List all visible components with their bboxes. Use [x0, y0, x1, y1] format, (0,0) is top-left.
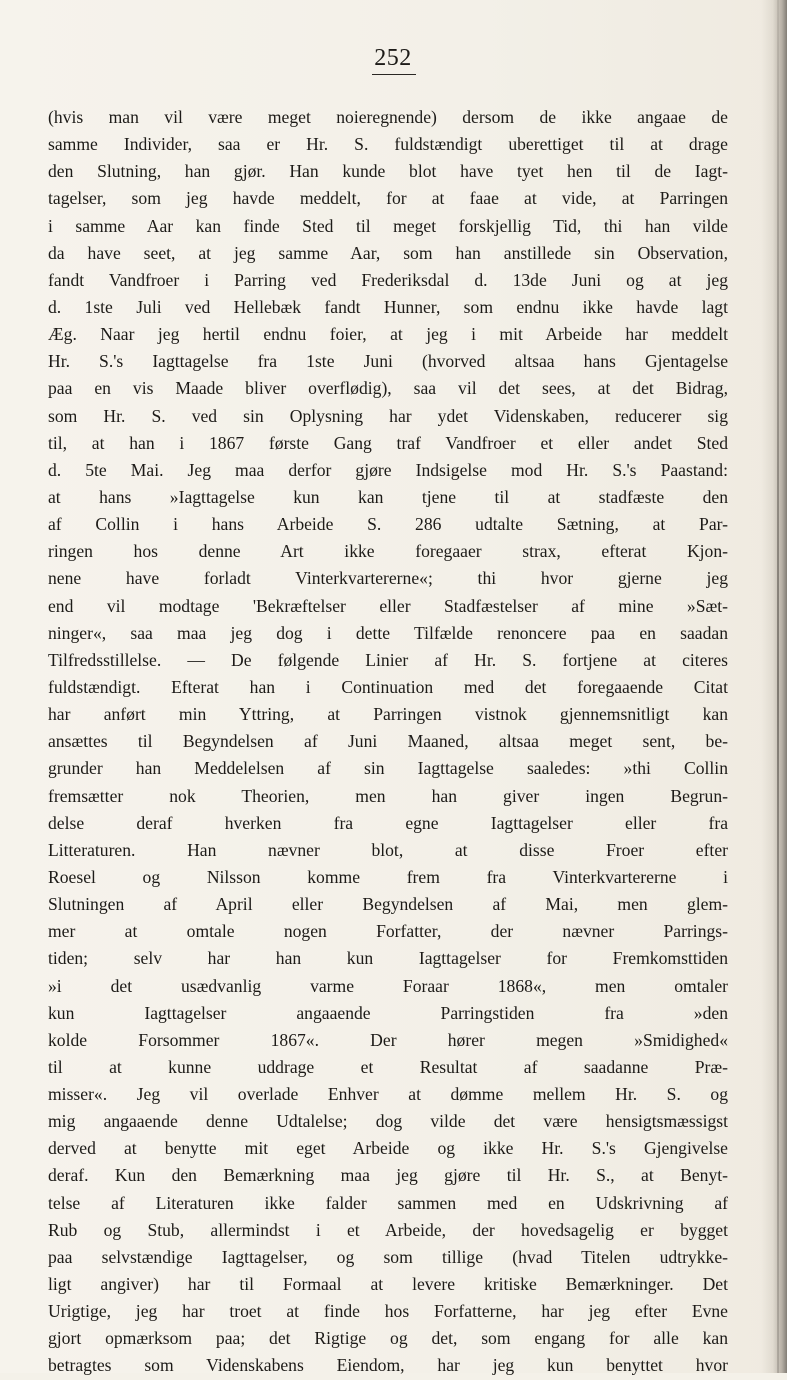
page-edge-shadow	[761, 0, 787, 1373]
text-line: fremsætter nok Theorien, men han giver ingen Begrun-	[48, 785, 728, 806]
page-gutter-line	[777, 0, 779, 1373]
text-line: paa selvstændige Iagttagelser, og som tillige (hvad Titelen udtrykke-	[48, 1246, 728, 1267]
text-line: ligt angiver) har til Formaal at levere kritiske Bemærkninger. Det	[48, 1274, 728, 1295]
text-line: af Collin i hans Arbeide S. 286 udtalte Sætning, at Par-	[48, 514, 728, 535]
text-line: da have seet, at jeg samme Aar, som han anstillede sin Observation,	[48, 242, 728, 263]
text-line: fandt Vandfroer i Parring ved Frederiksdal d. 13de Juni og at jeg	[48, 269, 728, 290]
text-line: ringen hos denne Art ikke foregaaer strax, efterat Kjon-	[48, 541, 728, 562]
text-line: ninger«, saa maa jeg dog i dette Tilfælde renoncere paa en saadan	[48, 622, 728, 643]
text-line: gjort opmærksom paa; det Rigtige og det, som engang for alle kan	[48, 1328, 728, 1349]
text-line: fuldstændigt. Efterat han i Continuation med det foregaaende Citat	[48, 676, 728, 697]
text-line: den Slutning, han gjør. Han kunde blot have tyet hen til de Iagt-	[48, 161, 728, 182]
page-number-underline	[372, 74, 416, 75]
text-line: derved at benytte mit eget Arbeide og ikke Hr. S.'s Gjengivelse	[48, 1138, 728, 1159]
text-line: nene have forladt Vinterkvartererne«; thi hvor gjerne jeg	[48, 568, 728, 589]
text-line: mig angaaende denne Udtalelse; dog vilde det være hensigtsmæssigst	[48, 1111, 728, 1132]
text-line: Hr. S.'s Iagttagelse fra 1ste Juni (hvorved altsaa hans Gjentagelse	[48, 351, 728, 372]
text-line: end vil modtage 'Bekræftelser eller Stadfæstelser af mine »Sæt-	[48, 595, 728, 616]
text-line: »i det usædvanlig varme Foraar 1868«, men omtaler	[48, 975, 728, 996]
text-line: delse deraf hverken fra egne Iagttagelser eller fra	[48, 812, 728, 833]
text-line: kolde Forsommer 1867«. Der hører megen »Smidighed«	[48, 1029, 728, 1050]
text-line: misser«. Jeg vil overlade Enhver at dømme mellem Hr. S. og	[48, 1084, 728, 1105]
text-line: betragtes som Videnskabens Eiendom, har jeg kun benyttet hvor	[48, 1355, 728, 1376]
body-text	[48, 104, 728, 1380]
text-line: grunder han Meddelelsen af sin Iagttagelse saaledes: »thi Collin	[48, 758, 728, 779]
text-line: samme Individer, saa er Hr. S. fuldstændigt uberettiget til at drage	[48, 134, 728, 155]
text-line: i samme Aar kan finde Sted til meget forskjellig Tid, thi han vilde	[48, 215, 728, 236]
text-line: har anført min Yttring, at Parringen vistnok gjennemsnitligt kan	[48, 704, 728, 725]
text-line: Rub og Stub, allermindst i et Arbeide, der hovedsagelig er bygget	[48, 1219, 728, 1240]
text-line: Æg. Naar jeg hertil endnu foier, at jeg i mit Arbeide har meddelt	[48, 324, 728, 345]
text-line: som Hr. S. ved sin Oplysning har ydet Videnskaben, reducerer sig	[48, 405, 728, 426]
text-line: Litteraturen. Han nævner blot, at disse Froer efter	[48, 839, 728, 860]
text-line: paa en vis Maade bliver overflødig), saa vil det sees, at det Bidrag,	[48, 378, 728, 399]
text-line: kun Iagttagelser angaaende Parringstiden fra »den	[48, 1002, 728, 1023]
text-line: til, at han i 1867 første Gang traf Vandfroer et eller andet Sted	[48, 432, 728, 453]
text-line: (hvis man vil være meget noieregnende) dersom de ikke angaae de	[48, 107, 728, 127]
text-line: Tilfredsstillelse. — De følgende Linier af Hr. S. fortjene at citeres	[48, 649, 728, 670]
text-line: ansættes til Begyndelsen af Juni Maaned, altsaa meget sent, be-	[48, 731, 728, 752]
text-line: deraf. Kun den Bemærkning maa jeg gjøre til Hr. S., at Benyt-	[48, 1165, 728, 1186]
text-line: at hans »Iagttagelse kun kan tjene til at stadfæste den	[48, 486, 728, 507]
text-line: telse af Literaturen ikke falder sammen med en Udskrivning af	[48, 1192, 728, 1213]
text-line: Slutningen af April eller Begyndelsen af Mai, men glem-	[48, 894, 728, 915]
text-line: tagelser, som jeg havde meddelt, for at faae at vide, at Parringen	[48, 188, 728, 209]
text-line: tiden; selv har han kun Iagttagelser for Fremkomsttiden	[48, 948, 728, 969]
text-line: Roesel og Nilsson komme frem fra Vinterkvartererne i	[48, 866, 728, 887]
text-line: Urigtige, jeg har troet at finde hos Forfatterne, har jeg efter Evne	[48, 1301, 728, 1322]
page-number: 252	[374, 45, 412, 71]
text-line: d. 5te Mai. Jeg maa derfor gjøre Indsigelse mod Hr. S.'s Paastand:	[48, 459, 728, 480]
text-line: d. 1ste Juli ved Hellebæk fandt Hunner, som endnu ikke havde lagt	[48, 296, 728, 317]
text-line: til at kunne uddrage et Resultat af saadanne Præ-	[48, 1056, 728, 1077]
text-line: mer at omtale nogen Forfatter, der nævner Parrings-	[48, 921, 728, 942]
